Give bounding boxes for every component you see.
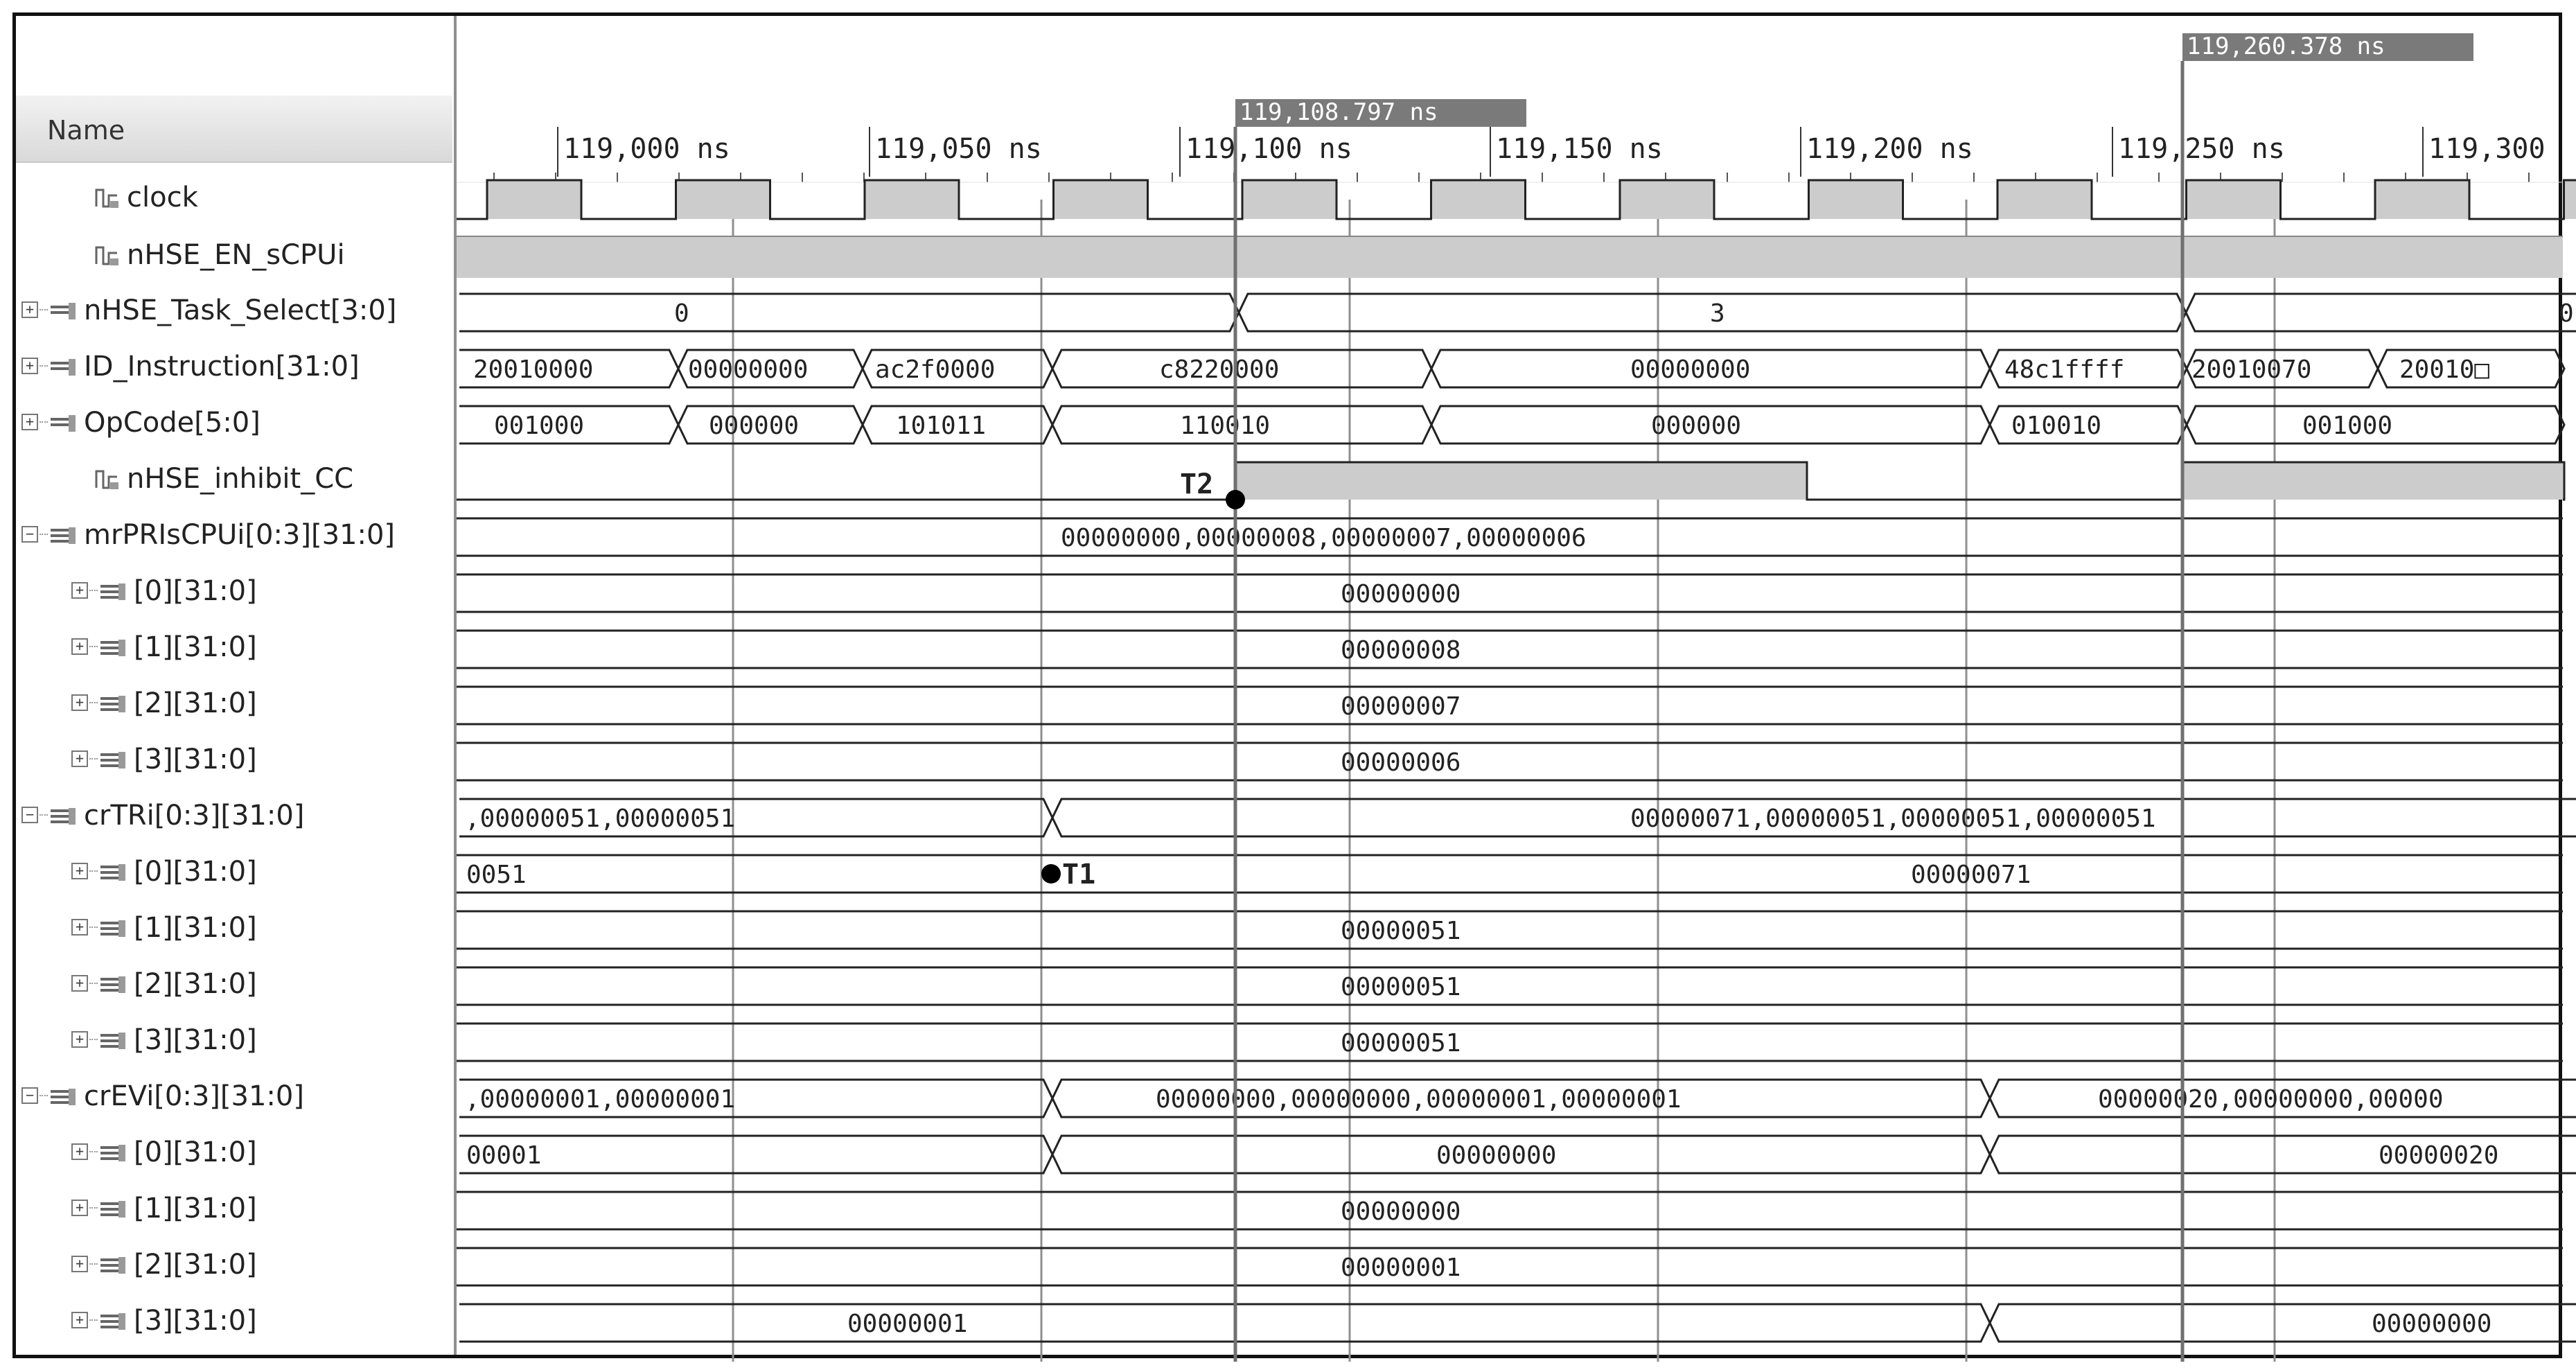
bus-value: 0051 [466,861,527,889]
clock-high-fill [2375,180,2469,219]
ruler-label: 119,000 ns [563,133,730,165]
expand-icon[interactable]: + [71,1143,88,1160]
ruler-label: 119,300 [2428,133,2546,165]
tree-connector [89,646,98,647]
bit-signal-icon [92,183,123,213]
bus-value: ,00000051,00000051 [465,805,736,833]
bus-value: 00000020,00000000,00000 [2098,1085,2444,1114]
signal-row-3-31-0-sub[interactable] [16,734,452,789]
signal-label: [2][31:0] [134,1249,257,1281]
main-cursor-label: 119,108.797 ns [1240,98,1438,126]
ruler-label: 119,050 ns [875,133,1042,165]
marker-t1-label: T1 [1062,859,1096,890]
tree-connector [89,1319,98,1321]
signal-row-2-31-0-sub[interactable] [16,1239,452,1294]
bus-value: 3 [1710,299,1725,328]
signal-row-0-31-0-sub[interactable] [16,1127,452,1182]
bus-value: 20010□ [2399,355,2490,384]
signal-label: ID_Instruction[31:0] [84,351,360,383]
bus-value: 00000051 [1341,917,1461,945]
name-header-label: Name [47,115,125,146]
tree-connector [89,1207,98,1209]
tree-connector [39,309,48,310]
bus-value: 00000001 [847,1310,968,1338]
bus-value: 00000008 [1341,636,1461,665]
ruler-label: 119,150 ns [1496,133,1663,165]
clock-high-fill [2187,180,2281,219]
expand-icon[interactable]: + [71,1256,88,1272]
bus-signal-icon [48,296,78,326]
signal-label: [3][31:0] [134,1024,257,1056]
array-signal-icon [98,633,128,663]
collapse-icon[interactable]: − [21,1087,38,1104]
waveform-panel[interactable] [457,16,2574,1355]
signal-label: mrPRIsCPUi[0:3][31:0] [84,519,396,551]
array-signal-icon [98,969,128,1000]
bus-signal-icon [48,408,78,439]
collapse-icon[interactable]: − [21,807,38,823]
ruler-label: 119,100 ns [1185,133,1352,165]
signal-label: [2][31:0] [134,687,257,719]
bus-value: 00000000,00000000,00000001,00000001 [1156,1085,1682,1114]
bus-value: 00000000 [1436,1141,1557,1170]
signal-row-crtri-0-3-31-0[interactable] [16,790,452,845]
bus-signal-icon [48,352,78,383]
expand-icon[interactable]: + [71,1312,88,1328]
expand-icon[interactable]: + [71,582,88,599]
signal-label: nHSE_inhibit_CC [127,463,354,495]
marker-t2-label: T2 [1180,468,1214,500]
clock-high-fill [1997,180,2092,219]
signal-row-opcode-5-0[interactable] [16,397,452,453]
waveform-viewer [12,12,2574,1358]
expand-icon[interactable]: + [71,694,88,711]
tree-connector [89,702,98,703]
clock-high-fill [865,180,959,219]
bus-value: 110010 [1180,412,1271,440]
signal-row-2-31-0-sub[interactable] [16,958,452,1014]
bus-value: 0 [674,299,689,328]
expand-icon[interactable]: + [71,1200,88,1216]
signal-name-panel [16,16,452,1355]
expand-icon[interactable]: + [71,919,88,936]
signal-label: [0][31:0] [134,1136,257,1168]
collapse-icon[interactable]: − [21,526,38,543]
signal-label: crEVi[0:3][31:0] [84,1080,304,1112]
tree-connector [89,1039,98,1040]
array-signal-icon [98,577,128,607]
signal-high-fill [1235,462,1807,500]
tree-connector [39,421,48,423]
signal-row-0-31-0-sub[interactable] [16,846,452,902]
tree-connector [39,365,48,367]
array-signal-icon [48,1082,78,1112]
signal-row-1-31-0-sub[interactable] [16,1183,452,1238]
signal-label: nHSE_EN_sCPUi [127,239,345,271]
signal-label: crTRi[0:3][31:0] [84,800,305,832]
ruler-label: 119,200 ns [1806,133,1973,165]
clock-high-fill [487,180,581,219]
bus-value: 0 [2559,299,2574,328]
array-signal-icon [98,1194,128,1224]
array-signal-icon [98,1306,128,1337]
expand-icon[interactable]: + [71,1031,88,1048]
expand-icon[interactable]: + [71,975,88,992]
bus-value: 00000000 [1341,580,1461,608]
signal-row-mrpriscpui-0-3-31-0[interactable] [16,509,452,565]
signal-row-2-31-0-sub[interactable] [16,678,452,733]
signal-row-crevi-0-3-31-0[interactable] [16,1071,452,1126]
signal-row-nhse-en-scpui[interactable] [16,229,452,285]
bus-value: 00000000,00000008,00000007,00000006 [1061,524,1587,552]
bus-value: 001000 [2302,412,2393,440]
expand-icon[interactable]: + [21,301,38,318]
bus-value: 00000006 [1341,748,1461,777]
signal-row-0-31-0-sub[interactable] [16,565,452,621]
signal-row-clock[interactable] [16,172,452,227]
bus-value: 00000007 [1341,692,1461,721]
array-signal-icon [98,689,128,719]
bus-value: 00000051 [1341,973,1461,1001]
signal-row-nhse-task-select-3-0[interactable] [16,285,452,340]
tree-connector [39,814,48,816]
bus-value: ac2f0000 [875,355,996,384]
tree-connector [89,1151,98,1152]
bus-value: 48c1ffff [2004,355,2125,384]
ruler-label: 119,250 ns [2118,133,2285,165]
bus-value: 00001 [466,1141,542,1170]
bus-value: 010010 [2011,412,2102,440]
bus-value: 000000 [709,412,800,440]
expand-icon[interactable]: + [21,414,38,430]
marker-t2-dot [1226,490,1245,509]
signal-label: [0][31:0] [134,856,257,888]
bus-value: 00000001 [1341,1254,1461,1282]
signal-row-1-31-0-sub[interactable] [16,902,452,958]
expand-icon[interactable]: + [71,638,88,655]
bus-value: 00000000 [1630,355,1751,384]
bit-signal-icon [92,240,123,271]
signal-row-nhse-inhibit-cc[interactable] [16,453,452,509]
tree-connector [89,758,98,759]
array-signal-icon [48,520,78,551]
signal-label: [1][31:0] [134,1193,257,1224]
bus-value: 00000000 [688,355,809,384]
signal-label: [3][31:0] [134,1305,257,1337]
signal-high-fill [2182,462,2564,500]
expand-icon[interactable]: + [71,750,88,767]
tree-connector [89,926,98,928]
clock-high-fill [1431,180,1526,219]
clock-high-fill [1054,180,1148,219]
signal-label: [0][31:0] [134,575,257,607]
bus-value: 20010070 [2191,355,2312,384]
signal-row-id-instruction-31-0[interactable] [16,341,452,396]
bus-value: 00000071,00000051,00000051,00000051 [1630,805,2156,833]
signal-label: clock [127,182,198,213]
bus-value: 001000 [494,412,585,440]
bus-value: 000000 [1651,412,1742,440]
bus-value: 00000000 [1341,1197,1461,1226]
array-signal-icon [98,913,128,944]
tree-connector [89,870,98,872]
bit-signal-icon [92,464,123,495]
bus-value: 00000020 [2379,1141,2499,1170]
bus-segment [459,1304,1990,1342]
clock-high-fill [2564,180,2576,219]
signal-label: nHSE_Task_Select[3:0] [84,295,397,326]
bus-value: 00000071 [1911,861,2031,889]
clock-high-fill [676,180,770,219]
expand-icon[interactable]: + [71,863,88,879]
tree-connector [39,1095,48,1096]
expand-icon[interactable]: + [21,358,38,374]
tree-connector [89,983,98,984]
clock-high-fill [1242,180,1336,219]
bus-value: ,00000001,00000001 [465,1085,736,1114]
bus-value: 101011 [896,412,987,440]
array-signal-icon [98,857,128,888]
bus-segment [459,294,1239,331]
bus-value: 00000051 [1341,1029,1461,1057]
tree-connector [89,590,98,591]
bus-segment [2186,294,2576,331]
signal-label: OpCode[5:0] [84,407,261,439]
signal-label: [2][31:0] [134,968,257,1000]
second-cursor-label: 119,260.378 ns [2187,33,2385,60]
array-signal-icon [98,745,128,775]
array-signal-icon [98,1026,128,1056]
name-column-header[interactable] [16,96,452,163]
tree-connector [89,1263,98,1265]
bus-value: 00000000 [2372,1310,2492,1338]
signal-row-3-31-0-sub[interactable] [16,1015,452,1070]
clock-high-fill [1809,180,1903,219]
signal-label: [1][31:0] [134,912,257,944]
signal-label: [3][31:0] [134,744,257,775]
marker-t1-dot [1041,864,1061,884]
tree-connector [39,534,48,535]
clock-high-fill [1620,180,1714,219]
signal-high-fill [457,236,2563,278]
signal-row-1-31-0-sub[interactable] [16,622,452,677]
array-signal-icon [98,1138,128,1168]
bus-value: c8220000 [1159,355,1280,384]
bus-value: 20010000 [473,355,594,384]
bus-segment [459,1136,1052,1173]
array-signal-icon [48,801,78,832]
array-signal-icon [98,1250,128,1281]
signal-label: [1][31:0] [134,631,257,663]
waveform-canvas[interactable] [457,16,2574,1362]
signal-row-3-31-0-sub[interactable] [16,1295,452,1351]
